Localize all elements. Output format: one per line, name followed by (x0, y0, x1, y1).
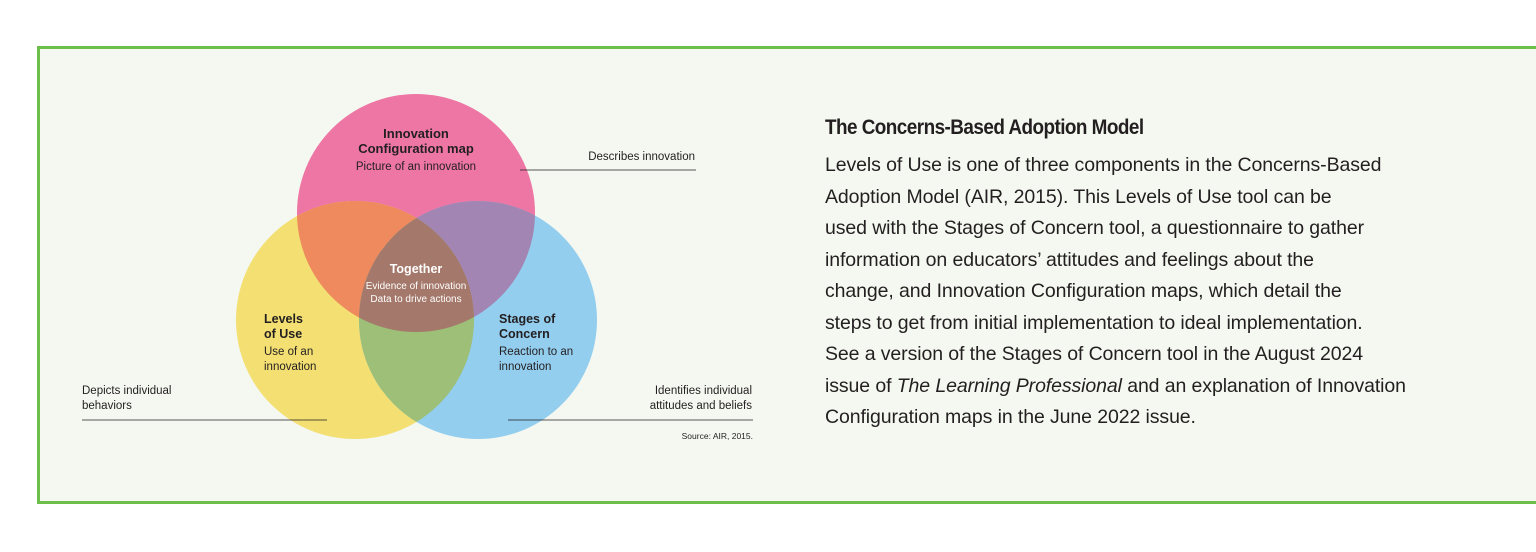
paragraph-line: change, and Innovation Configuration maps, which detail the (825, 280, 1342, 302)
line-text: issue of (825, 374, 897, 397)
center-line1: Evidence of innovation (365, 281, 467, 292)
paragraph-line (825, 371, 1465, 403)
paragraph-line: See a version of the Stages of Concern tool in the August 2024 (825, 343, 1364, 365)
left-subtitle-line2: innovation (264, 361, 317, 373)
top-title-line2: Configuration map (358, 141, 474, 156)
right-title-line1: Stages of (499, 312, 556, 326)
paragraph-line: Levels of Use is one of three components in the Concerns-Based (825, 154, 1382, 176)
paragraph-line: information on educators’ attitudes and feelings about the (825, 248, 1314, 271)
paragraph-line: steps to get from initial implementation to ideal implementation. (825, 311, 1363, 334)
paragraph-line: Configuration maps in the June 2022 issue. (825, 406, 1196, 428)
paragraph-line: used with the Stages of Concern tool, a questionnaire to gather (825, 217, 1364, 239)
article-paragraph (825, 150, 1465, 434)
callout-describes-innovation: Describes innovation (588, 151, 695, 163)
source-note: Source: AIR, 2015. (681, 431, 753, 441)
center-title: Together (389, 262, 443, 276)
left-title-line1: Levels (264, 312, 303, 326)
right-subtitle-line1: Reaction to an (499, 346, 574, 358)
callout-left-line2: behaviors (82, 400, 132, 412)
top-subtitle: Picture of an innovation (355, 161, 477, 173)
paragraph-line: Adoption Model (AIR, 2015). This Levels of Use tool can be (825, 185, 1332, 208)
line-text: and an explanation of Innovation (1121, 374, 1406, 397)
publication-title: The Learning Professional (896, 374, 1122, 397)
article-heading: The Concerns-Based Adoption Model (825, 116, 1144, 139)
callout-right-line1: Identifies individual (654, 385, 752, 397)
callout-left-line1: Depicts individual (82, 385, 172, 397)
right-subtitle-line2: innovation (499, 361, 552, 373)
left-subtitle-line1: Use of an (264, 346, 314, 358)
center-line2: Data to drive actions (370, 294, 462, 305)
callout-right-line2: attitudes and beliefs (649, 400, 752, 412)
article-text (825, 116, 1465, 434)
top-title-line1: Innovation (383, 126, 449, 141)
left-title-line2: of Use (264, 327, 303, 341)
right-title-line2: Concern (499, 327, 550, 341)
